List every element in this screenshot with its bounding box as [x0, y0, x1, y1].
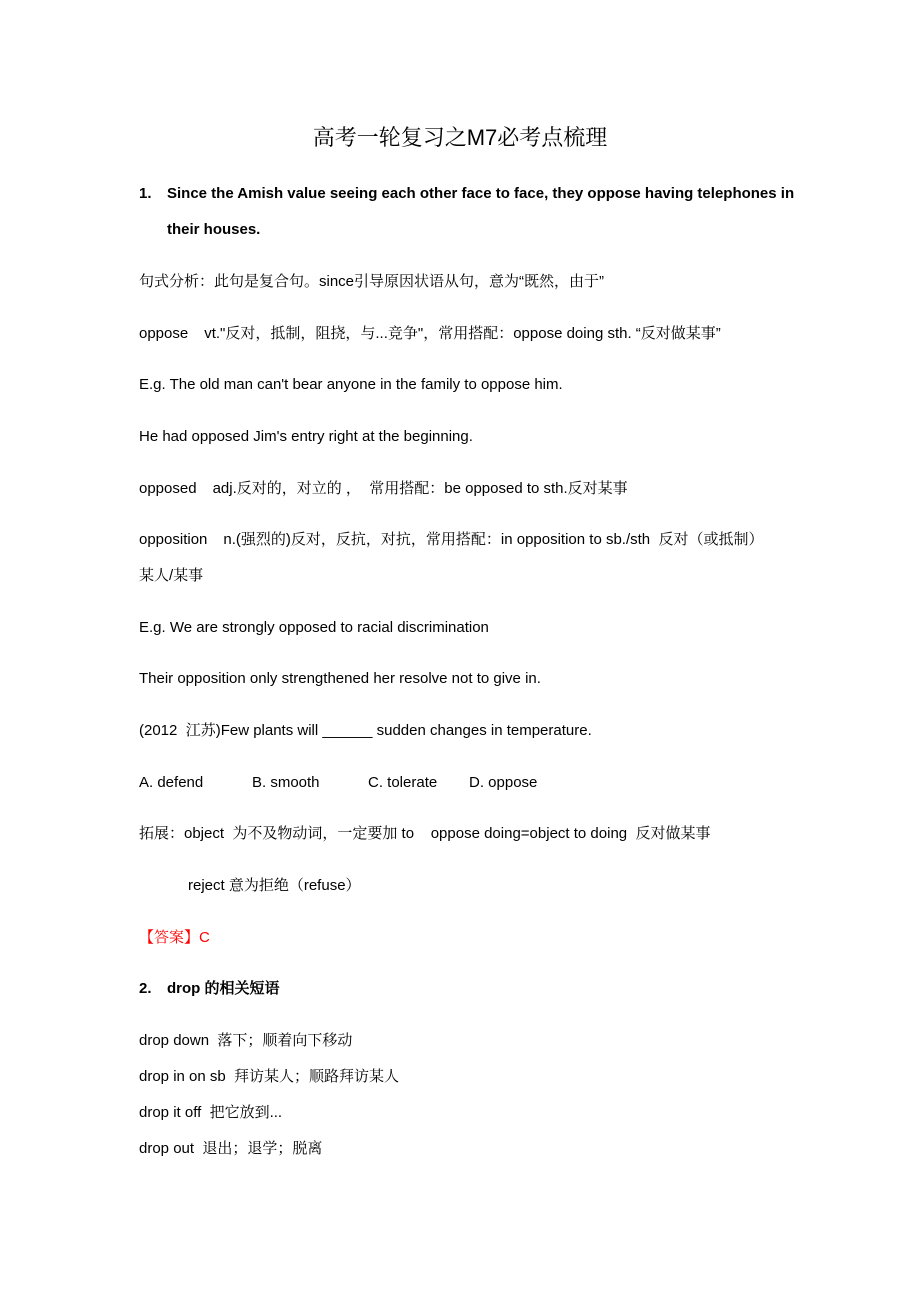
item-1-sentence-line2: their houses. — [167, 221, 261, 238]
opposition-definition-cont: 某人/某事 — [139, 567, 204, 584]
example-3: E.g. We are strongly opposed to racial discrimination — [139, 619, 489, 636]
phrase-item: drop down 落下；顺着向下移动 — [139, 1032, 353, 1049]
example-2: He had opposed Jim's entry right at the beginning. — [139, 428, 473, 445]
extension-note: 拓展：object 为不及物动词，一定要加 to oppose doing=object to doing 反对做某事 — [139, 825, 711, 842]
option-c: C. tolerate — [368, 774, 438, 791]
item-2-heading: 2. drop 的相关短语 — [139, 978, 280, 1000]
example-4: Their opposition only strengthened her resolve not to give in. — [139, 670, 541, 687]
oppose-definition: oppose vt."反对，抵制，阻挠，与...竞争"，常用搭配：oppose doing sth. “反对做某事” — [139, 325, 721, 342]
item-2-number: 2. — [139, 980, 152, 997]
item-1-sentence-line1: 1. Since the Amish value seeing each other face to face, they oppose having telephones in — [139, 183, 794, 205]
example-1: E.g. The old man can't bear anyone in the family to oppose him. — [139, 376, 563, 393]
exam-question: (2012 江苏)Few plants will ______ sudden changes in temperature. — [139, 722, 592, 739]
opposed-definition: opposed adj.反对的，对立的 ， 常用搭配：be opposed to sth.反对某事 — [139, 480, 628, 497]
answer-label: 【答案】 — [139, 929, 200, 946]
phrase-item: drop out 退出；退学；脱离 — [139, 1140, 323, 1157]
document-title: 高考一轮复习之M7必考点梳理 — [312, 125, 608, 150]
opposition-definition: opposition n.(强烈的)反对，反抗，对抗，常用搭配：in opposition to sb./sth 反对（或抵制） — [139, 531, 764, 548]
phrase-item: drop it off 把它放到... — [139, 1104, 283, 1121]
extension-note-reject: reject 意为拒绝（refuse） — [188, 877, 361, 894]
item-1-number: 1. — [139, 185, 152, 202]
option-d: D. oppose — [469, 774, 538, 791]
sentence-analysis: 句式分析：此句是复合句。since引导原因状语从句，意为“既然，由于” — [139, 273, 605, 290]
answer — [139, 927, 210, 949]
answer-options — [139, 772, 537, 794]
answer-value: C — [199, 929, 210, 946]
option-a: A. defend — [139, 774, 204, 791]
option-b: B. smooth — [252, 774, 320, 791]
phrase-item: drop in on sb 拜访某人；顺路拜访某人 — [139, 1068, 400, 1085]
